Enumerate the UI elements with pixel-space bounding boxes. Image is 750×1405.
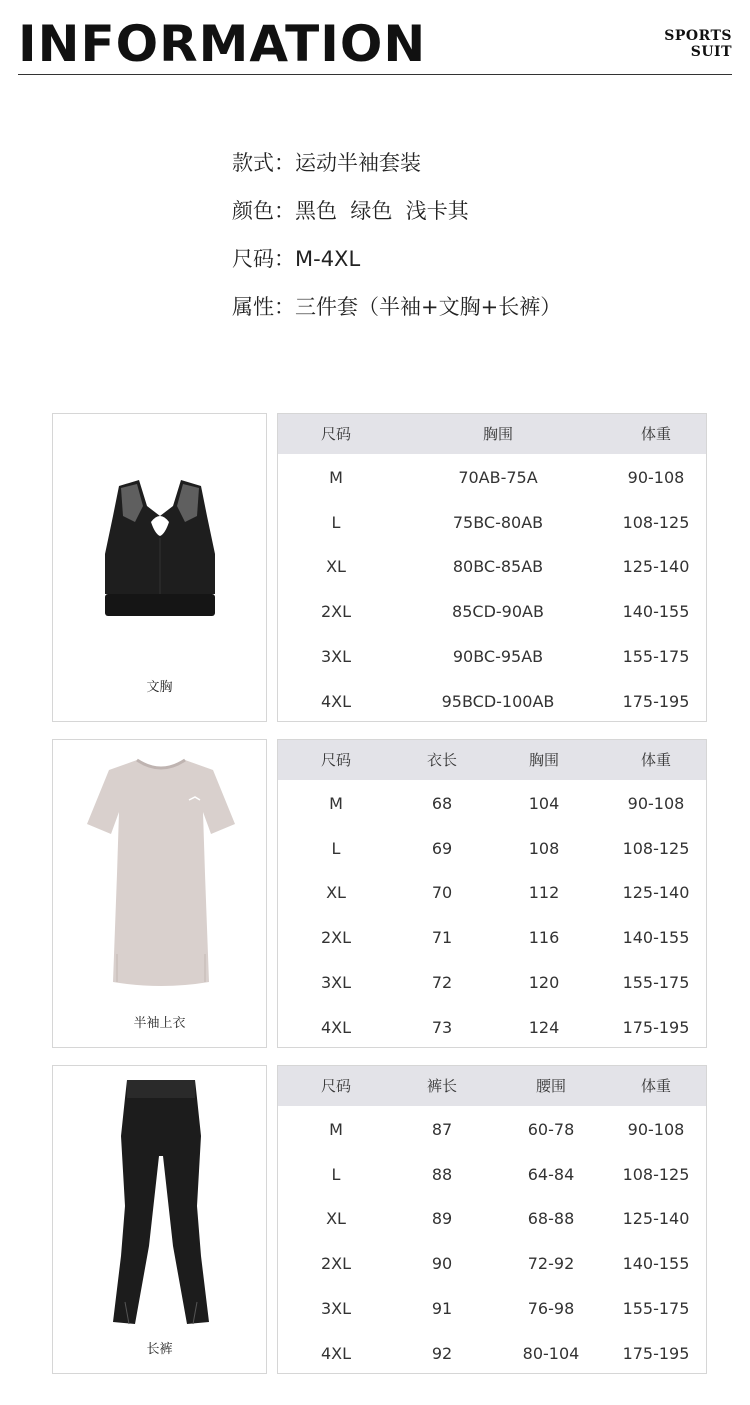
table-cell: M bbox=[329, 794, 343, 813]
product-photo-top bbox=[52, 739, 267, 1048]
table-cell: 71 bbox=[431, 928, 453, 948]
table-cell: 76-98 bbox=[527, 1298, 575, 1318]
header-cell: 体重 bbox=[640, 425, 671, 443]
table-cell: 89 bbox=[431, 1209, 453, 1229]
header-cell: 胸围 bbox=[528, 751, 559, 769]
table-row bbox=[278, 1244, 706, 1284]
table-row bbox=[278, 1155, 706, 1195]
table-cell: 72 bbox=[431, 972, 453, 992]
info-row-attribute bbox=[232, 292, 561, 340]
table-cell: 125-140 bbox=[622, 883, 690, 903]
table-cell: 120 bbox=[528, 972, 560, 992]
table-row bbox=[278, 458, 706, 498]
table-row bbox=[278, 547, 706, 587]
table-cell: 124 bbox=[528, 1017, 560, 1037]
info-value: 黑色 绿色 浅卡其 bbox=[295, 199, 469, 223]
table-cell: 70AB-75A bbox=[458, 468, 538, 487]
table-row bbox=[278, 918, 706, 958]
table-cell: 73 bbox=[431, 1017, 453, 1037]
product-photo-pants bbox=[52, 1065, 267, 1374]
info-row-size bbox=[232, 244, 561, 292]
table-cell: 4XL bbox=[320, 1343, 352, 1363]
table-cell: 95BCD-100AB bbox=[441, 691, 555, 711]
table-row bbox=[278, 1199, 706, 1239]
table-cell: M bbox=[329, 468, 343, 487]
info-row-color bbox=[232, 196, 561, 244]
table-cell: 175-195 bbox=[622, 691, 690, 711]
table-cell: L bbox=[331, 838, 341, 858]
table-row bbox=[278, 1334, 706, 1374]
table-row bbox=[278, 873, 706, 913]
table-cell: 175-195 bbox=[622, 1017, 690, 1037]
sports-bra-image bbox=[99, 476, 221, 624]
table-cell: 155-175 bbox=[622, 646, 690, 666]
header-cell: 尺码 bbox=[320, 425, 351, 443]
info-label: 颜色： bbox=[232, 199, 295, 223]
header-cell: 尺码 bbox=[320, 751, 351, 769]
table-header bbox=[278, 414, 706, 454]
info-label: 尺码： bbox=[232, 247, 295, 271]
table-row bbox=[278, 503, 706, 543]
table-cell: 68 bbox=[431, 794, 453, 813]
table-header bbox=[278, 740, 706, 780]
table-cell: L bbox=[331, 1164, 341, 1184]
info-row-style bbox=[232, 148, 561, 196]
table-cell: 175-195 bbox=[622, 1343, 690, 1363]
table-cell: 108-125 bbox=[622, 838, 690, 858]
table-cell: 2XL bbox=[320, 602, 352, 622]
table-header bbox=[278, 1066, 706, 1106]
table-row bbox=[278, 1008, 706, 1048]
size-section-top bbox=[52, 739, 706, 1049]
page-subtitle bbox=[664, 28, 732, 60]
table-cell: 90-108 bbox=[627, 468, 685, 487]
table-cell: 92 bbox=[431, 1343, 453, 1363]
page-title: INFORMATION bbox=[18, 15, 427, 73]
product-info bbox=[232, 148, 561, 340]
header-cell: 体重 bbox=[640, 1077, 671, 1095]
table-cell: 85CD-90AB bbox=[452, 602, 544, 622]
table-cell: 125-140 bbox=[622, 1209, 690, 1229]
table-cell: 69 bbox=[431, 838, 453, 858]
table-cell: 108-125 bbox=[622, 1164, 690, 1184]
table-cell: 140-155 bbox=[622, 602, 690, 622]
size-section-bra bbox=[52, 413, 706, 723]
header-cell: 衣长 bbox=[426, 751, 457, 769]
flared-pants-image bbox=[111, 1076, 211, 1326]
table-row bbox=[278, 592, 706, 632]
header-cell: 体重 bbox=[640, 751, 671, 769]
header-cell: 裤长 bbox=[426, 1077, 457, 1095]
table-cell: 3XL bbox=[320, 1298, 352, 1318]
table-cell: 4XL bbox=[320, 691, 352, 711]
info-label: 款式： bbox=[232, 151, 295, 175]
info-value: 运动半袖套装 bbox=[295, 151, 421, 175]
table-cell: 91 bbox=[431, 1298, 453, 1318]
table-row bbox=[278, 963, 706, 1003]
table-cell: 104 bbox=[528, 794, 560, 813]
info-value: M-4XL bbox=[295, 247, 361, 271]
size-section-pants bbox=[52, 1065, 706, 1375]
table-row bbox=[278, 1110, 706, 1150]
subtitle-line-2: SUIT bbox=[690, 44, 732, 60]
size-table-top bbox=[277, 739, 707, 1048]
table-row bbox=[278, 829, 706, 869]
size-table-pants bbox=[277, 1065, 707, 1374]
size-table-bra bbox=[277, 413, 707, 722]
photo-label: 半袖上衣 bbox=[133, 1016, 186, 1031]
header-cell: 胸围 bbox=[482, 425, 513, 443]
subtitle-line-1: SPORTS bbox=[664, 28, 732, 44]
table-cell: 2XL bbox=[320, 928, 352, 948]
table-cell: 155-175 bbox=[622, 1298, 690, 1318]
header-cell: 尺码 bbox=[320, 1077, 351, 1095]
table-cell: 3XL bbox=[320, 646, 352, 666]
table-cell: 72-92 bbox=[527, 1254, 575, 1274]
table-cell: 60-78 bbox=[527, 1120, 575, 1139]
table-cell: M bbox=[329, 1120, 343, 1139]
table-cell: 87 bbox=[431, 1120, 453, 1139]
photo-label: 文胸 bbox=[146, 680, 173, 695]
table-row bbox=[278, 682, 706, 722]
table-row bbox=[278, 784, 706, 824]
table-cell: 155-175 bbox=[622, 972, 690, 992]
table-cell: 80BC-85AB bbox=[452, 557, 544, 577]
table-cell: 108 bbox=[528, 838, 560, 858]
table-cell: 3XL bbox=[320, 972, 352, 992]
table-cell: 90-108 bbox=[627, 1120, 685, 1139]
table-cell: 108-125 bbox=[622, 512, 690, 532]
header-cell: 腰围 bbox=[535, 1077, 566, 1095]
table-cell: XL bbox=[326, 1209, 346, 1229]
table-cell: 64-84 bbox=[527, 1164, 575, 1184]
table-cell: 116 bbox=[528, 928, 560, 948]
header-divider bbox=[18, 74, 732, 75]
table-cell: 75BC-80AB bbox=[452, 512, 544, 532]
table-row bbox=[278, 637, 706, 677]
table-cell: L bbox=[331, 512, 341, 532]
table-cell: 125-140 bbox=[622, 557, 690, 577]
table-row bbox=[278, 1289, 706, 1329]
table-cell: 90-108 bbox=[627, 794, 685, 813]
short-sleeve-top-image bbox=[85, 754, 237, 990]
table-cell: 4XL bbox=[320, 1017, 352, 1037]
product-photo-bra bbox=[52, 413, 267, 722]
info-label: 属性： bbox=[232, 295, 295, 319]
table-cell: 140-155 bbox=[622, 928, 690, 948]
table-cell: 80-104 bbox=[522, 1343, 580, 1363]
table-cell: 90 bbox=[431, 1254, 453, 1274]
photo-label: 长裤 bbox=[146, 1342, 173, 1357]
table-cell: XL bbox=[326, 883, 346, 903]
info-value: 三件套（半袖+文胸+长裤） bbox=[295, 295, 562, 319]
table-cell: 140-155 bbox=[622, 1254, 690, 1274]
table-cell: 2XL bbox=[320, 1254, 352, 1274]
table-cell: 90BC-95AB bbox=[452, 646, 544, 666]
table-cell: 88 bbox=[431, 1164, 453, 1184]
table-cell: 112 bbox=[528, 883, 560, 903]
table-cell: 70 bbox=[431, 883, 453, 903]
table-cell: XL bbox=[326, 557, 346, 577]
page-header bbox=[0, 0, 750, 80]
table-cell: 68-88 bbox=[527, 1209, 575, 1229]
